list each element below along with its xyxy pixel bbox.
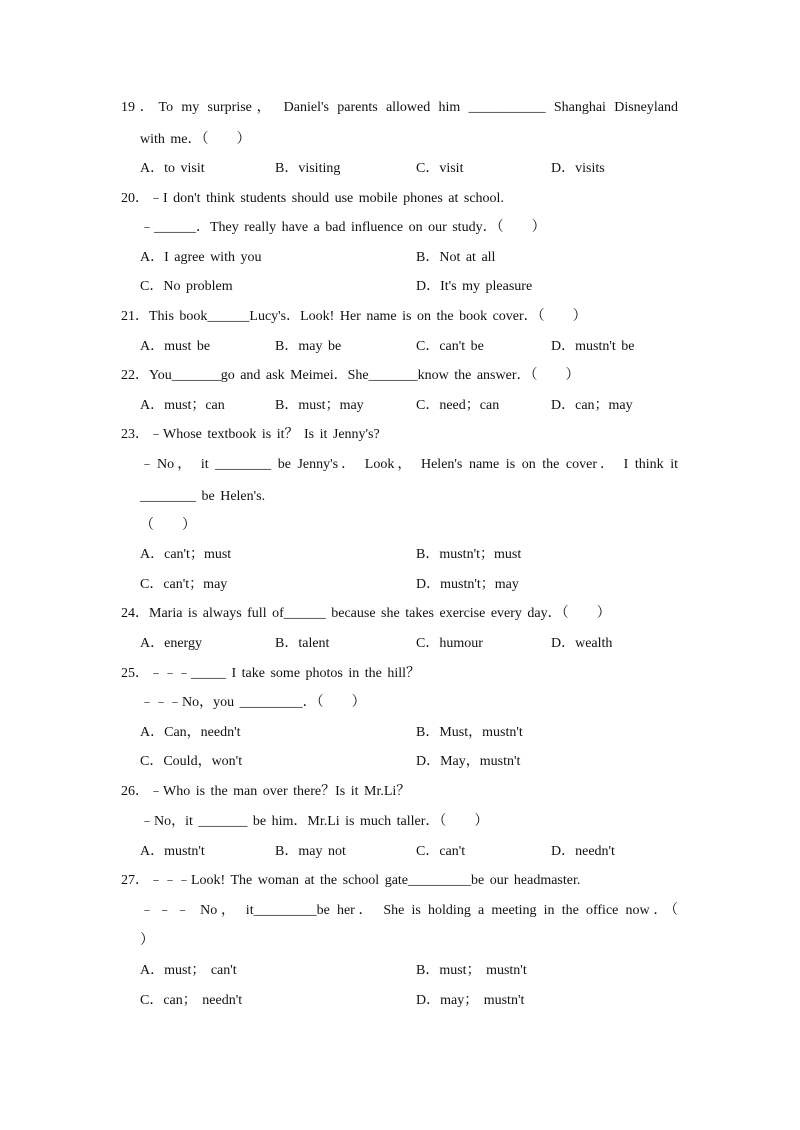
question-19-stem-line-1: 19．To my surprise， Daniel's parents allowed him ___________ Shanghai Disneyland <box>121 100 678 115</box>
question-20-option-d: D．It's my pleasure <box>416 279 533 294</box>
question-25-option-a: A．Can，needn't <box>140 725 241 740</box>
question-19-option-a: A．to visit <box>140 161 205 176</box>
question-21-option-a: A．must be <box>140 339 211 354</box>
question-24-option-b: B．talent <box>275 636 330 651</box>
question-22-stem-line-1: 22．You_______go and ask Meimei．She_______know the answer．（ ） <box>121 368 580 383</box>
question-26-stem-line-1: 26．﹣Who is the man over there？Is it Mr.Li？ <box>121 784 411 799</box>
question-22-option-a: A．must；can <box>140 398 225 413</box>
question-20-stem-line-1: 20．﹣I don't think students should use mobile phones at school. <box>121 191 504 206</box>
question-21-option-b: B．may be <box>275 339 342 354</box>
question-26-option-d: D．needn't <box>551 844 615 859</box>
question-19-option-b: B．visiting <box>275 161 341 176</box>
question-21-option-d: D．mustn't be <box>551 339 635 354</box>
question-19-option-d: D．visits <box>551 161 605 176</box>
question-23-stem-line-3: ________ be Helen's. <box>140 489 266 504</box>
question-24-option-d: D．wealth <box>551 636 613 651</box>
question-25-option-d: D．May，mustn't <box>416 754 521 769</box>
question-20-option-a: A．I agree with you <box>140 250 262 265</box>
question-23-option-a: A．can't；must <box>140 547 232 562</box>
question-23-stem-line-4: （ ） <box>140 518 196 533</box>
question-20-option-c: C．No problem <box>140 279 233 294</box>
question-26-option-a: A．mustn't <box>140 844 205 859</box>
question-26-option-b: B．may not <box>275 844 346 859</box>
question-23-stem-line-2: ﹣No， it ________ be Jenny's． Look， Helen's name is on the cover． I think it <box>140 457 678 472</box>
question-24-option-a: A．energy <box>140 636 202 651</box>
question-23-option-b: B．mustn't；must <box>416 547 522 562</box>
question-21-option-c: C．can't be <box>416 339 484 354</box>
question-23-stem-line-1: 23．﹣Whose textbook is it？ Is it Jenny's? <box>121 427 380 442</box>
question-19-stem-line-2: with me．（ ） <box>140 132 251 147</box>
question-22-option-c: C．need；can <box>416 398 500 413</box>
question-26-option-c: C．can't <box>416 844 466 859</box>
question-27-stem-line-3: ） <box>140 933 154 948</box>
question-26-stem-line-2: ﹣No，it _______ be him．Mr.Li is much taller．（ ） <box>140 814 489 829</box>
question-20-stem-line-2: ﹣______．They really have a bad influence on our study．（ ） <box>140 220 546 235</box>
question-20-option-b: B．Not at all <box>416 250 496 265</box>
question-27-option-b: B．must； mustn't <box>416 963 527 978</box>
question-22-option-b: B．must；may <box>275 398 364 413</box>
question-25-option-b: B．Must，mustn't <box>416 725 523 740</box>
question-24-stem-line-1: 24．Maria is always full of______ because she takes exercise every day．（ ） <box>121 606 611 621</box>
question-22-option-d: D．can；may <box>551 398 633 413</box>
question-27-option-d: D．may； mustn't <box>416 993 525 1008</box>
question-21-stem-line-1: 21．This book______Lucy's．Look! Her name is on the book cover．（ ） <box>121 309 587 324</box>
question-27-option-a: A．must； can't <box>140 963 237 978</box>
question-27-stem-line-2: ﹣﹣﹣ No， it_________be her． She is holding a meeting in the office now．（ <box>140 903 678 918</box>
question-23-option-d: D．mustn't；may <box>416 577 519 592</box>
question-27-option-c: C．can； needn't <box>140 993 243 1008</box>
question-19-option-c: C．visit <box>416 161 464 176</box>
question-25-stem-line-1: 25．﹣﹣﹣_____ I take some photos in the hill？ <box>121 666 421 681</box>
question-25-option-c: C．Could，won't <box>140 754 243 769</box>
question-27-stem-line-1: 27．﹣﹣﹣Look! The woman at the school gate_________be our headmaster. <box>121 873 581 888</box>
question-23-option-c: C．can't；may <box>140 577 228 592</box>
question-25-stem-line-2: ﹣﹣﹣No，you _________．（ ） <box>140 695 366 710</box>
question-24-option-c: C．humour <box>416 636 483 651</box>
